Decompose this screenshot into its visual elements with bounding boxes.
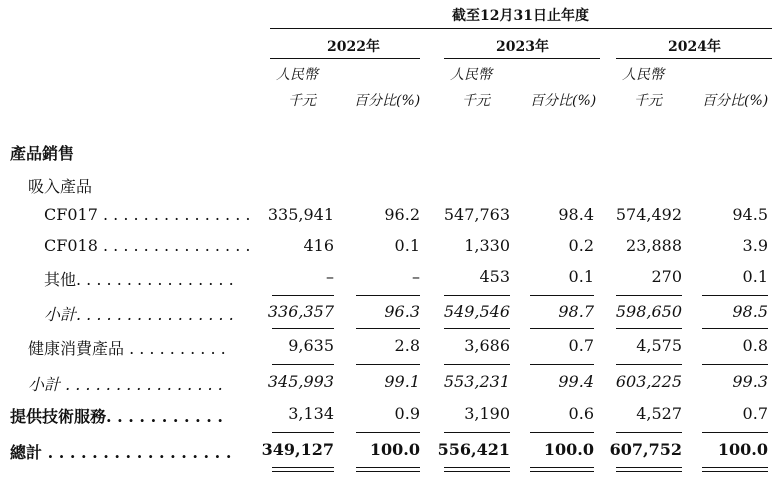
cell-2024-amount: 4,527 (636, 404, 682, 423)
subtotal-rule-bottom-2022-percent (356, 328, 420, 329)
cell-2023-amount: 3,686 (464, 336, 510, 355)
total-double-rule-2022-percent-a (356, 467, 420, 468)
subtotal-rule-2024-amount (616, 295, 682, 296)
cell-2024-amount: 270 (651, 267, 682, 286)
table-row-cf018 (0, 236, 780, 262)
cell-2022-percent: 100.0 (369, 440, 420, 459)
cell-2024-percent: 94.5 (732, 205, 768, 224)
subtotal-rule-2023-amount (444, 295, 510, 296)
total-rule-2024-percent (702, 432, 768, 433)
cell-2024-percent: 0.8 (742, 336, 768, 355)
total-double-rule-2022-amount-b (272, 471, 334, 472)
cell-2023-amount: 1,330 (464, 236, 510, 255)
total-double-rule-2024-amount-b (616, 471, 682, 472)
table-row-cf017 (0, 205, 780, 231)
period-underline (270, 28, 772, 29)
cell-2022-percent: – (412, 267, 420, 286)
row-label: 總計 . . . . . . . . . . . . . . . . . (10, 443, 232, 462)
cell-2022-percent: 0.1 (394, 236, 420, 255)
year-header-2023: 2023年 (496, 39, 549, 55)
cell-2022-amount: 3,134 (288, 404, 334, 423)
section-inhalation-products (0, 174, 780, 200)
subtotal2-rule-2024-amount (616, 364, 682, 365)
table-row-subtotal-inhalation (0, 302, 780, 328)
cell-2024-percent: 0.7 (742, 404, 768, 423)
total-rule-2022-amount (272, 432, 334, 433)
cell-2023-percent: 98.7 (558, 302, 594, 321)
row-label: 小計 . . . . . . . . . . . . . . . . (28, 375, 223, 394)
cell-2023-percent: 100.0 (543, 440, 594, 459)
cell-2022-amount: 349,127 (261, 440, 334, 459)
cell-2022-percent: 96.2 (384, 205, 420, 224)
cell-2023-amount: 549,546 (443, 302, 510, 321)
cell-2022-amount: 345,993 (267, 372, 334, 391)
total-rule-2023-amount (444, 432, 510, 433)
table-row-health-consumer (0, 336, 780, 362)
cell-2024-percent: 100.0 (717, 440, 768, 459)
percent-label-2023: 百分比(%) (530, 93, 597, 109)
percent-label-2024: 百分比(%) (702, 93, 769, 109)
subtotal2-rule-2023-amount (444, 364, 510, 365)
unit-label-2023: 千元 (462, 93, 490, 109)
cell-2023-amount: 553,231 (443, 372, 510, 391)
cell-2024-percent: 98.5 (732, 302, 768, 321)
subtotal-rule-2022-amount (272, 295, 334, 296)
row-label: 產品銷售 (10, 144, 75, 163)
table-row-total (0, 440, 780, 466)
subtotal-rule-2024-percent (702, 295, 768, 296)
total-double-rule-2023-amount-b (444, 471, 510, 472)
cell-2023-percent: 0.7 (568, 336, 594, 355)
cell-2024-amount: 607,752 (609, 440, 682, 459)
table-row-technical-services (0, 404, 780, 430)
row-label: 吸入產品 (28, 177, 93, 196)
cell-2023-amount: 3,190 (464, 404, 510, 423)
cell-2022-percent: 96.3 (384, 302, 420, 321)
subtotal-rule-bottom-2022-amount (272, 328, 334, 329)
total-double-rule-2022-amount-a (272, 467, 334, 468)
row-label: 健康消費產品 . . . . . . . . . . (28, 339, 226, 358)
unit-label-2022: 千元 (288, 93, 316, 109)
subtotal-rule-2022-percent (356, 295, 420, 296)
cell-2023-percent: 98.4 (558, 205, 594, 224)
subtotal-rule-bottom-2023-amount (444, 328, 510, 329)
table-row-others (0, 267, 780, 293)
cell-2024-percent: 99.3 (732, 372, 768, 391)
cell-2023-amount: 547,763 (443, 205, 510, 224)
total-double-rule-2023-amount-a (444, 467, 510, 468)
cell-2024-amount: 23,888 (626, 236, 682, 255)
cell-2023-amount: 453 (479, 267, 510, 286)
table-row-subtotal-products (0, 372, 780, 398)
currency-label-2023: 人民幣 (450, 67, 492, 83)
year-underline-2022 (270, 58, 420, 59)
cell-2023-amount: 556,421 (437, 440, 510, 459)
row-label: 小計. . . . . . . . . . . . . . . . (44, 305, 234, 324)
cell-2024-amount: 4,575 (636, 336, 682, 355)
total-double-rule-2024-percent-b (702, 471, 768, 472)
year-underline-2024 (616, 58, 772, 59)
total-rule-2022-percent (356, 432, 420, 433)
cell-2024-percent: 3.9 (742, 236, 768, 255)
cell-2022-amount: – (326, 267, 334, 286)
total-double-rule-2023-percent-a (530, 467, 594, 468)
cell-2024-amount: 603,225 (615, 372, 682, 391)
period-header: 截至12月31日止年度 (452, 8, 589, 24)
cell-2022-percent: 0.9 (394, 404, 420, 423)
cell-2023-percent: 0.1 (568, 267, 594, 286)
cell-2023-percent: 99.4 (558, 372, 594, 391)
cell-2022-amount: 335,941 (267, 205, 334, 224)
percent-label-2022: 百分比(%) (354, 93, 421, 109)
subtotal2-rule-2024-percent (702, 364, 768, 365)
total-double-rule-2023-percent-b (530, 471, 594, 472)
cell-2022-percent: 99.1 (384, 372, 420, 391)
cell-2023-percent: 0.2 (568, 236, 594, 255)
row-label: 其他. . . . . . . . . . . . . . . . (44, 270, 234, 289)
cell-2024-percent: 0.1 (742, 267, 768, 286)
row-label: CF018 . . . . . . . . . . . . . . . (44, 236, 251, 255)
cell-2023-percent: 0.6 (568, 404, 594, 423)
cell-2024-amount: 574,492 (615, 205, 682, 224)
cell-2022-amount: 416 (303, 236, 334, 255)
total-double-rule-2022-percent-b (356, 471, 420, 472)
row-label: CF017 . . . . . . . . . . . . . . . (44, 205, 251, 224)
cell-2022-amount: 336,357 (267, 302, 334, 321)
subtotal-rule-bottom-2024-percent (702, 328, 768, 329)
subtotal2-rule-2023-percent (530, 364, 594, 365)
total-rule-2024-amount (616, 432, 682, 433)
total-double-rule-2024-amount-a (616, 467, 682, 468)
subtotal-rule-bottom-2023-percent (530, 328, 594, 329)
cell-2022-amount: 9,635 (288, 336, 334, 355)
currency-label-2022: 人民幣 (276, 67, 318, 83)
total-double-rule-2024-percent-a (702, 467, 768, 468)
year-underline-2023 (444, 58, 600, 59)
subtotal-rule-bottom-2024-amount (616, 328, 682, 329)
unit-label-2024: 千元 (634, 93, 662, 109)
year-header-2024: 2024年 (668, 39, 721, 55)
cell-2022-percent: 2.8 (394, 336, 420, 355)
subtotal-rule-2023-percent (530, 295, 594, 296)
currency-label-2024: 人民幣 (622, 67, 664, 83)
subtotal2-rule-2022-amount (272, 364, 334, 365)
subtotal2-rule-2022-percent (356, 364, 420, 365)
section-product-sales (0, 141, 780, 167)
total-rule-2023-percent (530, 432, 594, 433)
year-header-2022: 2022年 (327, 39, 380, 55)
cell-2024-amount: 598,650 (615, 302, 682, 321)
row-label: 提供技術服務. . . . . . . . . . . (10, 407, 223, 426)
